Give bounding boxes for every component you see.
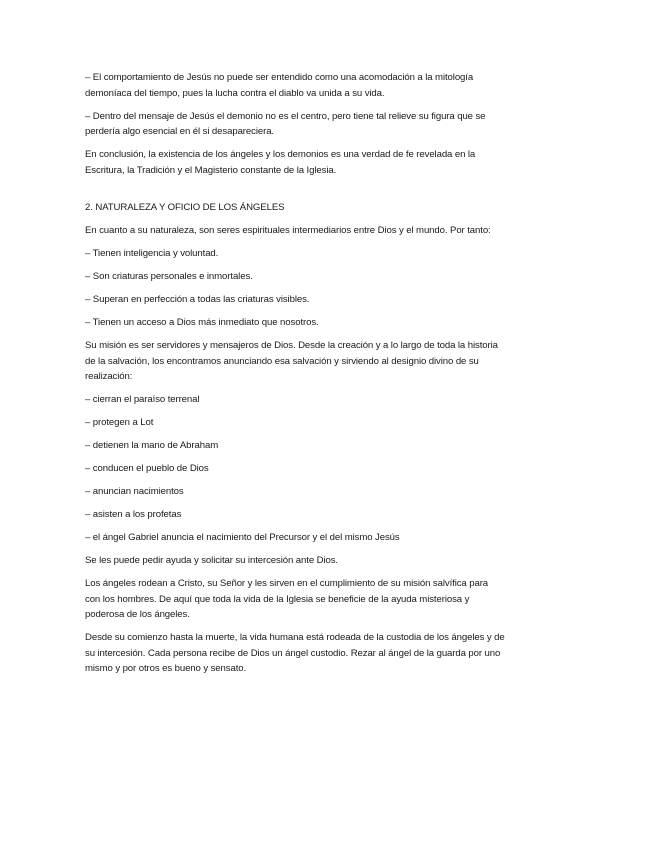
paragraph: – El comportamiento de Jesús no puede ser entendido como una acomodación a la mitología demoníaca del tiempo, pues la lucha contra el diablo va unida a su vida. bbox=[85, 72, 474, 99]
mission-intro: Su misión es ser servidores y mensajeros de Dios. Desde la creación y a lo largo de toda la historia de la salvación, los encontramos anunciando esa salvación y sirviendo al designio divino de su realización: bbox=[85, 340, 498, 382]
paragraph: Los ángeles rodean a Cristo, su Señor y les sirven en el cumplimiento de su misión salvífica para con los hombres. De aquí que toda la vida de la Iglesia se beneficie de la ayuda misteriosa y poderosa de los ángeles. bbox=[85, 578, 489, 620]
list-item: – Son criaturas personales e inmortales. bbox=[85, 271, 253, 282]
paragraph: Se les puede pedir ayuda y solicitar su intercesión ante Dios. bbox=[85, 555, 338, 566]
conclusion-paragraph: En conclusión, la existencia de los ángeles y los demonios es una verdad de fe revelada en la Escritura, la Tradición y el Magisterio constante de la Iglesia. bbox=[85, 149, 476, 176]
document-body bbox=[85, 70, 505, 684]
list-item: – protegen a Lot bbox=[85, 417, 154, 428]
list-item: – cierran el paraíso terrenal bbox=[85, 394, 200, 405]
list-item: – Superan en perfección a todas las criaturas visibles. bbox=[85, 294, 310, 305]
paragraph: – Dentro del mensaje de Jesús el demonio no es el centro, pero tiene tal relieve su figura que se perdería algo esencial en él si desapareciera. bbox=[85, 110, 486, 137]
list-item: – Tienen un acceso a Dios más inmediato que nosotros. bbox=[85, 317, 319, 328]
paragraph: Desde su comienzo hasta la muerte, la vida humana está rodeada de la custodia de los ángeles y de su intercesión. Cada persona recibe de Dios un ángel custodio. Rezar al ángel de la guarda por uno mismo y por otros es bueno y sensato. bbox=[85, 632, 505, 674]
list-item: – anuncian nacimientos bbox=[85, 486, 184, 497]
list-item: – conducen el pueblo de Dios bbox=[85, 463, 209, 474]
list-item: – asisten a los profetas bbox=[85, 509, 182, 520]
list-item: – el ángel Gabriel anuncia el nacimiento del Precursor y el del mismo Jesús bbox=[85, 532, 400, 543]
list-item: – detienen la mano de Abraham bbox=[85, 440, 219, 451]
nature-intro: En cuanto a su naturaleza, son seres espirituales intermediarios entre Dios y el mundo. Por tanto: bbox=[85, 225, 491, 236]
list-item: – Tienen inteligencia y voluntad. bbox=[85, 248, 219, 259]
section-heading: 2. NATURALEZA Y OFICIO DE LOS ÁNGELES bbox=[85, 202, 285, 213]
